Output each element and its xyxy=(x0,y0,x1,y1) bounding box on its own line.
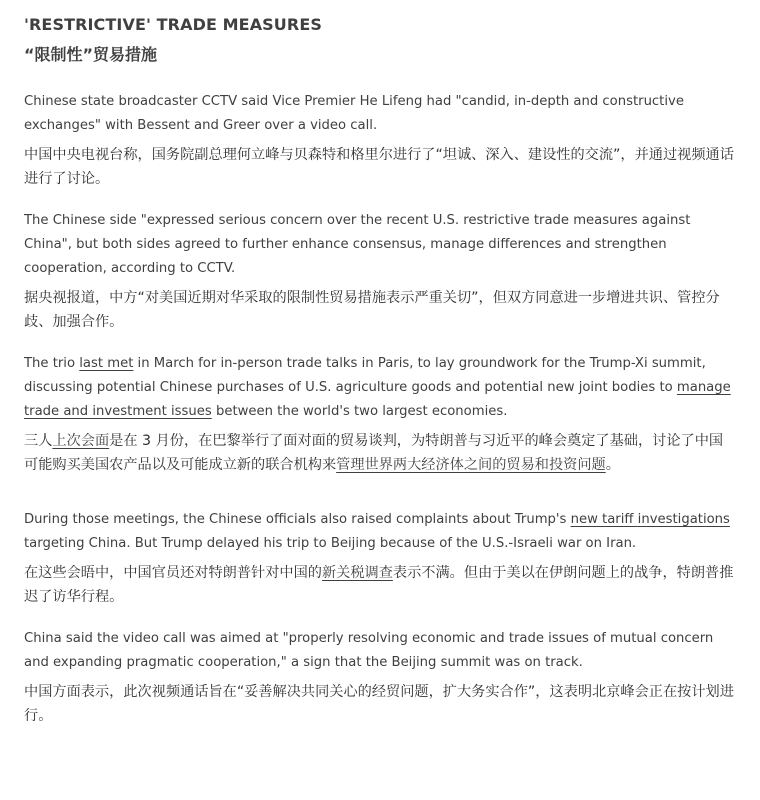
paragraph-3 xyxy=(24,352,736,477)
link-last-met[interactable]: last met xyxy=(79,356,134,371)
paragraph-4-english-text-2: targeting China. But Trump delayed his trip to Beijing because of the U.S.-Israeli war on Iran. xyxy=(24,536,637,551)
paragraph-4-chinese-text-2: 表示不满。但由于美以在伊朗问题上的战争，特朗普推迟了访华行程。 xyxy=(24,565,734,605)
section-heading-english: 'RESTRICTIVE' TRADE MEASURES xyxy=(24,15,322,34)
paragraph-5 xyxy=(24,627,736,728)
paragraph-3-english-text-3: between the world's two largest economies. xyxy=(211,404,508,419)
paragraph-4-english xyxy=(24,508,736,556)
paragraph-1 xyxy=(24,90,736,191)
link-manage-trade-and-investment-issues[interactable]: manage trade and investment issues xyxy=(24,380,731,419)
paragraph-3-english xyxy=(24,352,736,424)
paragraph-3-english-text-2: in March for in-person trade talks in Paris, to lay groundwork for the Trump-Xi summit, discussing potential Chinese purchases of U.S. agriculture goods and potential new joint bodies to xyxy=(24,356,706,395)
article-body xyxy=(24,14,736,728)
paragraph-3-english-text-1: The trio xyxy=(24,356,80,371)
section-heading-chinese: “限制性”贸易措施 xyxy=(24,45,158,64)
paragraph-5-chinese: 中国方面表示，此次视频通话旨在“妥善解决共同关心的经贸问题，扩大务实合作”，这表明北京峰会正在按计划进行。 xyxy=(24,684,734,724)
paragraph-1-chinese: 中国中央电视台称，国务院副总理何立峰与贝森特和格里尔进行了“坦诚、深入、建设性的交流”，并通过视频通话进行了讨论。 xyxy=(24,147,734,187)
paragraph-3-chinese-text-3: 。 xyxy=(605,457,620,473)
link-new-tariff-investigations[interactable]: new tariff investigations xyxy=(570,512,730,527)
paragraph-3-chinese-text-1: 三人 xyxy=(24,433,53,449)
paragraph-1-english: Chinese state broadcaster CCTV said Vice Premier He Lifeng had "candid, in-depth and constructive exchanges" with Bessent and Greer over a video call. xyxy=(24,94,684,133)
paragraph-4-chinese-text-1: 在这些会晤中，中国官员还对特朗普针对中国的 xyxy=(24,565,322,581)
paragraph-2 xyxy=(24,209,736,334)
link-new-tariff-investigations-chinese[interactable]: 新关税调查 xyxy=(321,565,393,581)
link-last-met-chinese[interactable]: 上次会面 xyxy=(52,433,110,449)
paragraph-3-chinese xyxy=(24,429,736,477)
link-manage-trade-and-investment-issues-chinese[interactable]: 管理世界两大经济体之间的贸易和投资问题 xyxy=(336,457,606,473)
paragraph-4 xyxy=(24,508,736,609)
paragraph-2-english: The Chinese side "expressed serious concern over the recent U.S. restrictive trade measures against China", but both sides agreed to further enhance consensus, manage differences and strengthen cooperation, according to CCTV. xyxy=(24,213,691,276)
paragraph-5-english: China said the video call was aimed at "properly resolving economic and trade issues of mutual concern and expanding pragmatic cooperation," a sign that the Beijing summit was on track. xyxy=(24,631,714,670)
paragraph-3-chinese-text-2: 是在 3 月份，在巴黎举行了面对面的贸易谈判，为特朗普与习近平的峰会奠定了基础，讨论了中国可能购买美国农产品以及可能成立新的联合机构来 xyxy=(24,433,724,473)
paragraph-4-chinese xyxy=(24,561,736,609)
paragraph-4-english-text-1: During those meetings, the Chinese officials also raised complaints about Trump's xyxy=(24,512,571,527)
paragraph-2-chinese: 据央视报道，中方“对美国近期对华采取的限制性贸易措施表示严重关切”，但双方同意进一步增进共识、管控分歧、加强合作。 xyxy=(24,290,720,330)
